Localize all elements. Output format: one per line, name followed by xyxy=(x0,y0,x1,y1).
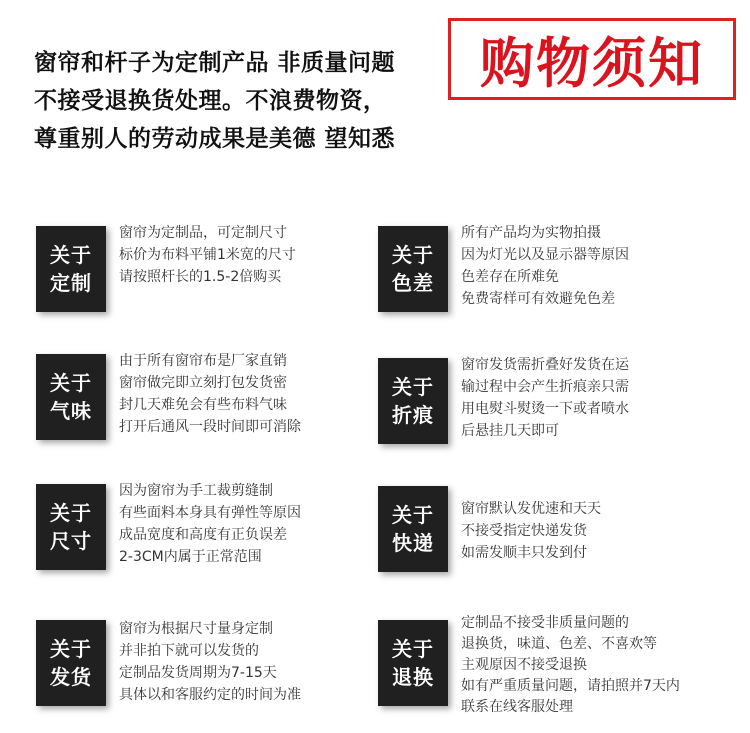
info-card-color-difference xyxy=(378,226,718,326)
description-line: 定制品发货周期为7-15天 xyxy=(119,665,277,681)
description-line: 定制品不接受非质量问题的 xyxy=(461,615,629,631)
badge-label-top: 关于 xyxy=(392,503,434,527)
card-description xyxy=(461,613,680,718)
description-line: 后悬挂几天即可 xyxy=(461,423,559,439)
badge-label-top: 关于 xyxy=(392,375,434,399)
card-description xyxy=(119,480,301,568)
card-description xyxy=(461,222,629,310)
card-badge xyxy=(36,226,106,312)
card-badge xyxy=(378,226,448,312)
page-title: 购物须知 xyxy=(480,31,704,95)
description-line: 主观原因不接受退换 xyxy=(461,657,587,673)
description-line: 因为窗帘为手工裁剪缝制 xyxy=(119,483,273,499)
description-line: 所有产品均为实物拍摄 xyxy=(461,225,601,241)
info-card-creases xyxy=(378,358,718,458)
intro-line: 尊重别人的劳动成果是美德 望知悉 xyxy=(34,126,396,152)
description-line: 输过程中会产生折痕亲只需 xyxy=(461,379,629,395)
card-description xyxy=(461,354,629,442)
info-card-odor xyxy=(36,354,376,454)
description-line: 窗帘默认发优速和天天 xyxy=(461,501,601,517)
description-line: 有些面料本身具有弹性等原因 xyxy=(119,505,301,521)
badge-label-top: 关于 xyxy=(392,243,434,267)
description-line: 打开后通风一段时间即可消除 xyxy=(119,419,301,435)
card-badge xyxy=(378,486,448,572)
description-line: 窗帘做完即立刻打包发货密 xyxy=(119,375,287,391)
badge-label-top: 关于 xyxy=(50,501,92,525)
description-line: 标价为布料平铺1米宽的尺寸 xyxy=(119,247,296,263)
intro-text xyxy=(34,44,395,158)
badge-label-top: 关于 xyxy=(50,371,92,395)
description-line: 2-3CM内属于正常范围 xyxy=(119,549,262,565)
info-card-customization xyxy=(36,226,376,326)
card-description xyxy=(119,350,301,438)
description-line: 退换货，味道、色差、不喜欢等 xyxy=(461,636,657,652)
badge-label-top: 关于 xyxy=(50,243,92,267)
card-badge xyxy=(378,620,448,706)
card-description xyxy=(461,498,601,564)
description-line: 并非拍下就可以发货的 xyxy=(119,643,259,659)
description-line: 窗帘为根据尺寸量身定制 xyxy=(119,621,273,637)
card-badge xyxy=(36,620,106,706)
description-line: 联系在线客服处理 xyxy=(461,699,573,715)
badge-label-bottom: 退换 xyxy=(392,665,434,689)
badge-label-bottom: 发货 xyxy=(50,665,92,689)
card-description xyxy=(119,222,296,288)
badge-label-bottom: 折痕 xyxy=(392,403,434,427)
description-line: 因为灯光以及显示器等原因 xyxy=(461,247,629,263)
description-line: 免费寄样可有效避免色差 xyxy=(461,291,615,307)
description-line: 用电熨斗熨烫一下或者喷水 xyxy=(461,401,629,417)
title-box xyxy=(448,18,736,100)
card-description xyxy=(119,618,301,706)
description-line: 由于所有窗帘布是厂家直销 xyxy=(119,353,287,369)
badge-label-bottom: 色差 xyxy=(392,271,434,295)
info-card-returns xyxy=(378,615,718,720)
info-card-shipping xyxy=(36,620,376,720)
badge-label-bottom: 气味 xyxy=(50,399,92,423)
description-line: 窗帘为定制品，可定制尺寸 xyxy=(119,225,287,241)
description-line: 窗帘发货需折叠好发货在运 xyxy=(461,357,629,373)
description-line: 如有严重质量问题，请拍照并7天内 xyxy=(461,678,680,694)
info-card-express xyxy=(378,486,718,586)
badge-label-bottom: 定制 xyxy=(50,271,92,295)
description-line: 成品宽度和高度有正负误差 xyxy=(119,527,287,543)
badge-label-bottom: 尺寸 xyxy=(50,529,92,553)
card-badge xyxy=(36,354,106,440)
description-line: 不接受指定快递发货 xyxy=(461,523,587,539)
description-line: 具体以和客服约定的时间为准 xyxy=(119,687,301,703)
intro-line: 窗帘和杆子为定制产品 非质量问题 xyxy=(34,50,396,76)
badge-label-bottom: 快递 xyxy=(392,531,434,555)
intro-line: 不接受退换货处理。不浪费物资， xyxy=(34,88,387,114)
description-line: 如需发顺丰只发到付 xyxy=(461,545,587,561)
card-badge xyxy=(378,358,448,444)
card-badge xyxy=(36,484,106,570)
badge-label-top: 关于 xyxy=(50,637,92,661)
description-line: 请按照杆长的1.5-2倍购买 xyxy=(119,269,282,285)
info-card-size xyxy=(36,484,376,584)
description-line: 色差存在所难免 xyxy=(461,269,559,285)
description-line: 封几天难免会有些布料气味 xyxy=(119,397,287,413)
badge-label-top: 关于 xyxy=(392,637,434,661)
